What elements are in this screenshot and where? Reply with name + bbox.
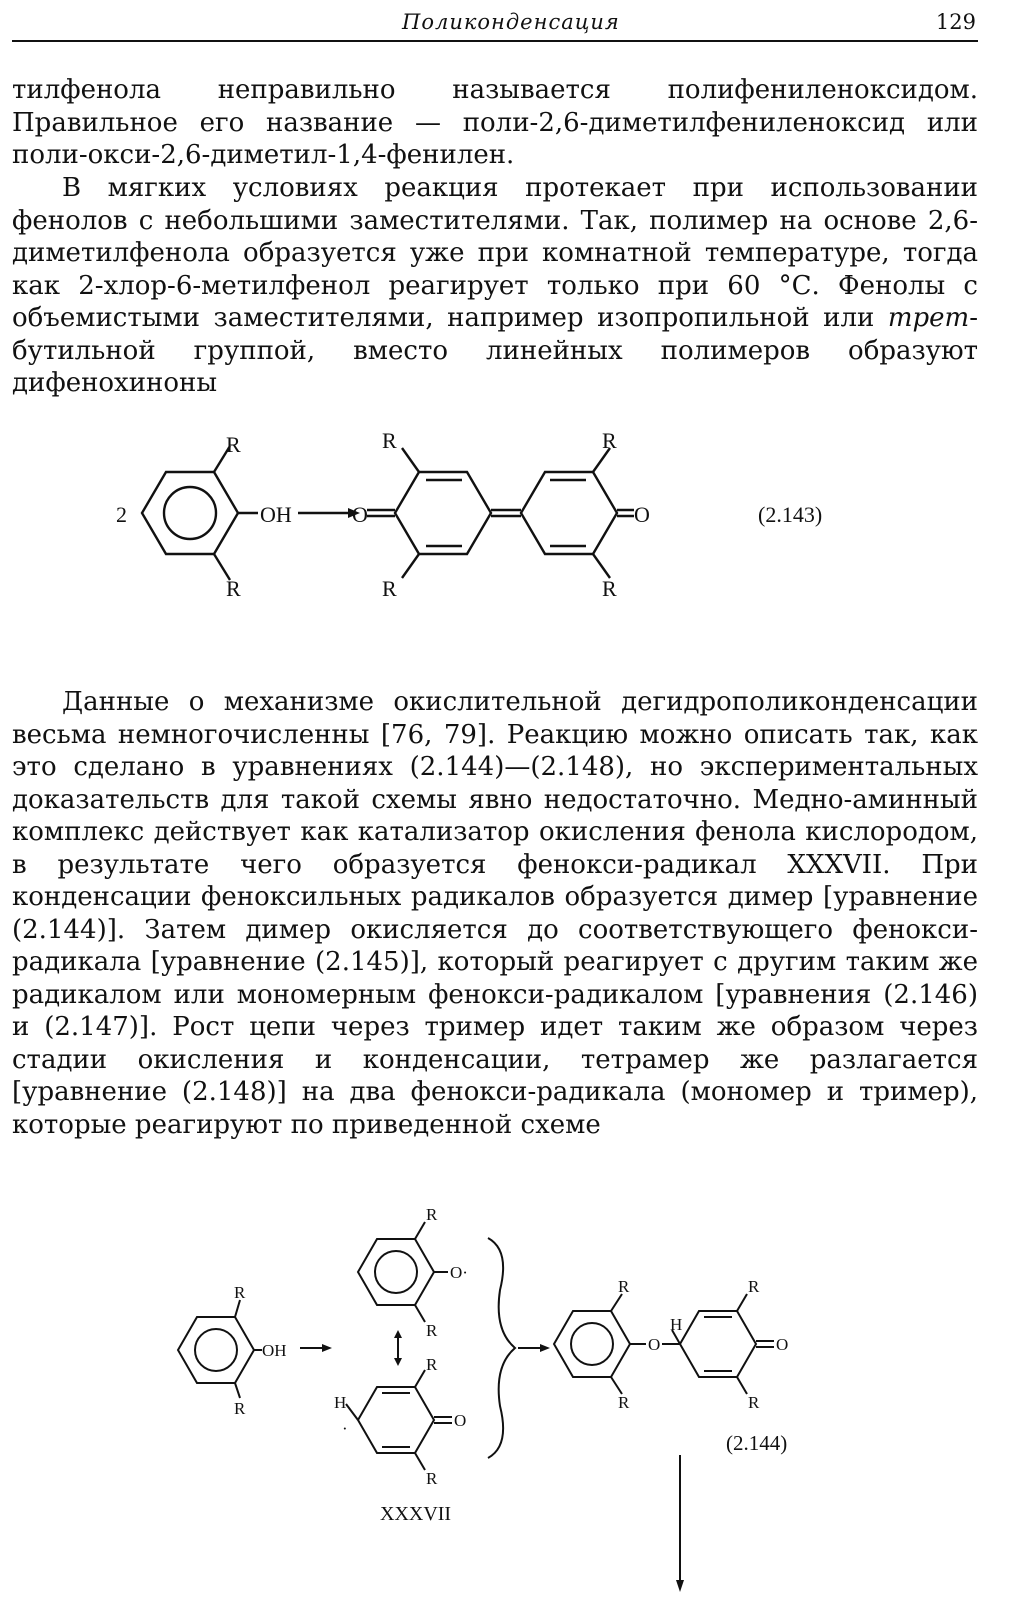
substituent-r: R xyxy=(226,576,241,601)
paragraph-2-text: В мягких условиях реакция протекает при использовании фенолов с небольшими заместителями. Так, полимер на основе 2,6-диметилфенола образуется уже при комнатной температуре, тогда как 2-хлор-6-метилфенол реагирует только при 60 °С. Фенолы с объемистыми заместителями, например изопропильной или xyxy=(12,173,978,333)
substituent-r: R xyxy=(382,576,397,601)
substituent-r: R xyxy=(602,576,617,601)
dimer-dienone-ring xyxy=(680,1311,756,1377)
substituent-r: R xyxy=(426,1469,438,1488)
oxygen-label: O xyxy=(352,502,368,527)
substituent-r: R xyxy=(382,428,397,453)
benzene-ring-phenol xyxy=(178,1317,254,1383)
brace xyxy=(488,1238,515,1458)
paragraph-2 xyxy=(12,172,978,400)
benzene-ring-phenol xyxy=(142,472,238,554)
substituent-r: R xyxy=(226,432,241,457)
quinone-ring-left xyxy=(395,472,491,554)
paragraph-3-text: Данные о механизме окислительной дегидрополиконденсации весьма немногочисленны [76, 79]. Реакцию можно описать так, как это сделано в уравнениях (2.144)—(2.148), но экспериментальных доказательств для такой схемы явно недостаточно. Медно-аминный комплекс действует как катализатор окисления фенола кислородом, в результате чего образуется фенокси-радикал XXXVII. При конденсации феноксильных радикалов образуется димер [уравнение (2.144)]. Затем димер окисляется до соответствующего фенокси-радикала [уравнение (2.145)], который реагирует с другим таким же радикалом или мономерным фенокси-радикалом [уравнения (2.146) и (2.147)]. Рост цепи через тример идет таким же образом через стадии окисления и конденсации, тетрамер же разлагается [уравнение (2.148)] на два фенокси-радикала (мономер и тример), которые реагируют по приведенной схеме xyxy=(12,687,978,1140)
substituent-r: R xyxy=(234,1399,246,1418)
reaction-scheme-2144 xyxy=(0,1195,1015,1600)
reaction-scheme-2143 xyxy=(0,415,1015,615)
oxygen-label: O xyxy=(776,1335,789,1354)
paragraph-3 xyxy=(12,686,978,1141)
substituent-r: R xyxy=(618,1277,630,1296)
substituent-r: R xyxy=(234,1283,246,1302)
hydroxyl-label: OH xyxy=(262,1341,287,1360)
substituent-r: R xyxy=(618,1393,630,1412)
equation-number: (2.143) xyxy=(758,502,823,527)
substituent-r: R xyxy=(748,1393,760,1412)
page-header xyxy=(12,6,978,42)
compound-label: XXXVII xyxy=(380,1503,452,1525)
hydroxyl-label: OH xyxy=(260,502,292,527)
oxygen-label: O xyxy=(648,1335,661,1354)
substituent-r: R xyxy=(602,428,617,453)
paragraph-1: тилфенола неправильно называется полифениленоксидом. Правильное его название — поли-2,6-диметилфениленоксид или поли-окси-2,6-диметил-1,4-фенилен. xyxy=(12,75,978,170)
quinone-ring-right xyxy=(521,472,617,554)
paragraph-2-text-end: -бутильной группой, вместо линейных полимеров образуют дифенохиноны xyxy=(12,303,978,398)
substituent-r: R xyxy=(426,1321,438,1340)
radical-dot: · xyxy=(342,1419,348,1438)
radical-oxygen-label: O· xyxy=(450,1263,468,1282)
hydrogen-label: H xyxy=(670,1315,683,1334)
substituent-r: R xyxy=(748,1277,760,1296)
running-title: Поликонденсация xyxy=(402,10,620,34)
oxygen-label: O xyxy=(454,1411,467,1430)
aromatic-circle xyxy=(164,487,216,539)
cyclohexadienone-ring xyxy=(358,1387,434,1453)
dimer-aryl-ring xyxy=(554,1311,630,1377)
hydrogen-label: H xyxy=(334,1393,347,1412)
substituent-r: R xyxy=(426,1205,438,1224)
oxygen-label: O xyxy=(634,502,650,527)
coefficient: 2 xyxy=(116,502,127,527)
phenoxy-radical-ring xyxy=(358,1239,434,1305)
page-number: 129 xyxy=(935,10,976,34)
paragraph-2-italic: трет xyxy=(887,303,970,333)
equation-number: (2.144) xyxy=(726,1431,788,1455)
substituent-r: R xyxy=(426,1355,438,1374)
